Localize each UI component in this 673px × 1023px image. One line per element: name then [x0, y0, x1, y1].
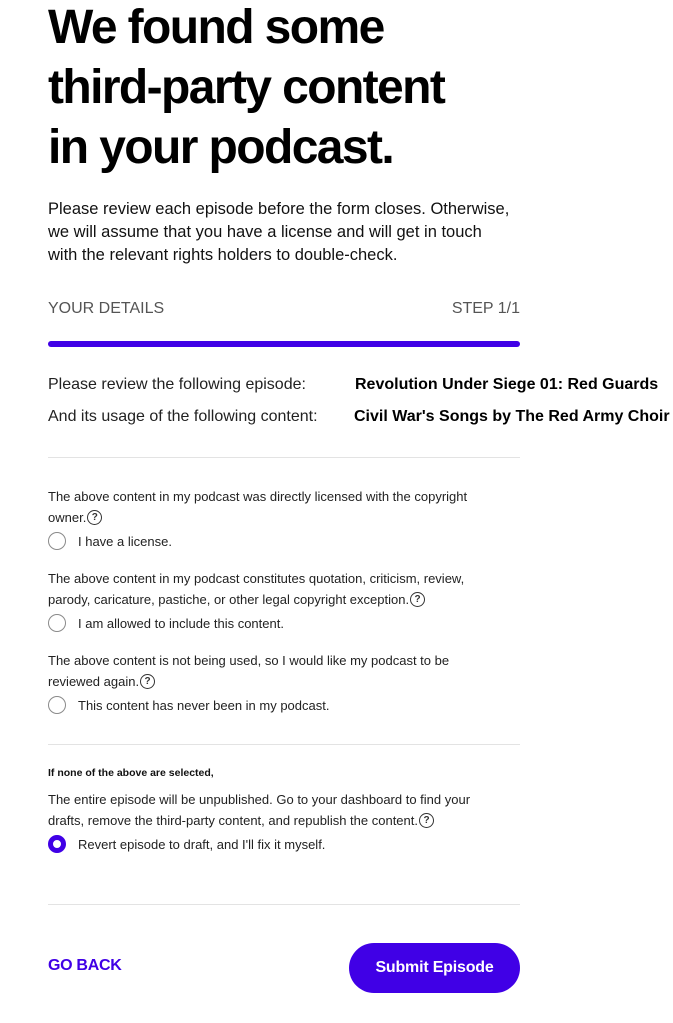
content-label: And its usage of the following content:: [48, 408, 318, 425]
question-not-used: [48, 650, 518, 692]
step-count: STEP 1/1: [451, 300, 520, 317]
title-line: in your podcast.: [48, 121, 394, 174]
option-license-label: I have a license.: [78, 533, 172, 549]
option-exception[interactable]: [48, 614, 284, 632]
intro-text: [48, 198, 528, 267]
option-revert-draft-label: Revert episode to draft, and I'll fix it myself.: [78, 836, 326, 852]
intro-line: Please review each episode before the form closes. Otherwise,: [48, 200, 510, 218]
go-back-link[interactable]: GO BACK: [48, 957, 122, 974]
question-line: owner.: [48, 510, 87, 525]
question-line: The above content in my podcast was directly licensed with the copyright: [48, 489, 468, 504]
question-circle-icon[interactable]: ?: [410, 592, 425, 607]
radio-not-used[interactable]: [48, 696, 66, 714]
option-not-used-label: This content has never been in my podcast.: [78, 697, 330, 713]
divider: [48, 457, 520, 458]
progress-fill: [48, 341, 520, 347]
episode-value: Revolution Under Siege 01: Red Guards: [355, 376, 659, 393]
question-license: [48, 486, 518, 528]
question-line: The above content is not being used, so I would like my podcast to be: [48, 653, 450, 668]
option-exception-label: I am allowed to include this content.: [78, 615, 284, 631]
question-line: reviewed again.: [48, 674, 140, 689]
question-line: parody, caricature, pastiche, or other legal copyright exception.: [48, 592, 410, 607]
option-revert-draft[interactable]: [48, 835, 325, 853]
step-label: YOUR DETAILS: [48, 300, 165, 317]
option-not-used[interactable]: [48, 696, 329, 714]
question-circle-icon[interactable]: ?: [140, 674, 155, 689]
option-license[interactable]: [48, 532, 172, 550]
question-line: The above content in my podcast constitutes quotation, criticism, review,: [48, 571, 465, 586]
divider: [48, 744, 520, 745]
divider: [48, 904, 520, 905]
question-circle-icon[interactable]: ?: [87, 510, 102, 525]
submit-episode-button[interactable]: Submit Episode: [349, 943, 520, 993]
title-line: third-party content: [48, 61, 445, 114]
question-exception: [48, 568, 518, 610]
episode-row: [48, 376, 659, 394]
intro-line: with the relevant rights holders to double-check.: [48, 246, 398, 264]
radio-exception[interactable]: [48, 614, 66, 632]
fallback-line: The entire episode will be unpublished. Go to your dashboard to find your: [48, 792, 471, 807]
page-title: [48, 0, 568, 178]
content-value: Civil War's Songs by The Red Army Choir: [354, 408, 670, 425]
radio-revert-draft[interactable]: [48, 835, 66, 853]
intro-line: we will assume that you have a license and will get in touch: [48, 223, 482, 241]
fallback-heading: If none of the above are selected,: [48, 767, 214, 779]
question-circle-icon[interactable]: ?: [419, 813, 434, 828]
radio-license[interactable]: [48, 532, 66, 550]
episode-label: Please review the following episode:: [48, 376, 306, 393]
content-row: [48, 408, 670, 426]
title-line: We found some: [48, 1, 384, 54]
progress-bar: [48, 341, 520, 347]
fallback-text: [48, 789, 518, 831]
fallback-line: drafts, remove the third-party content, and republish the content.: [48, 813, 418, 828]
